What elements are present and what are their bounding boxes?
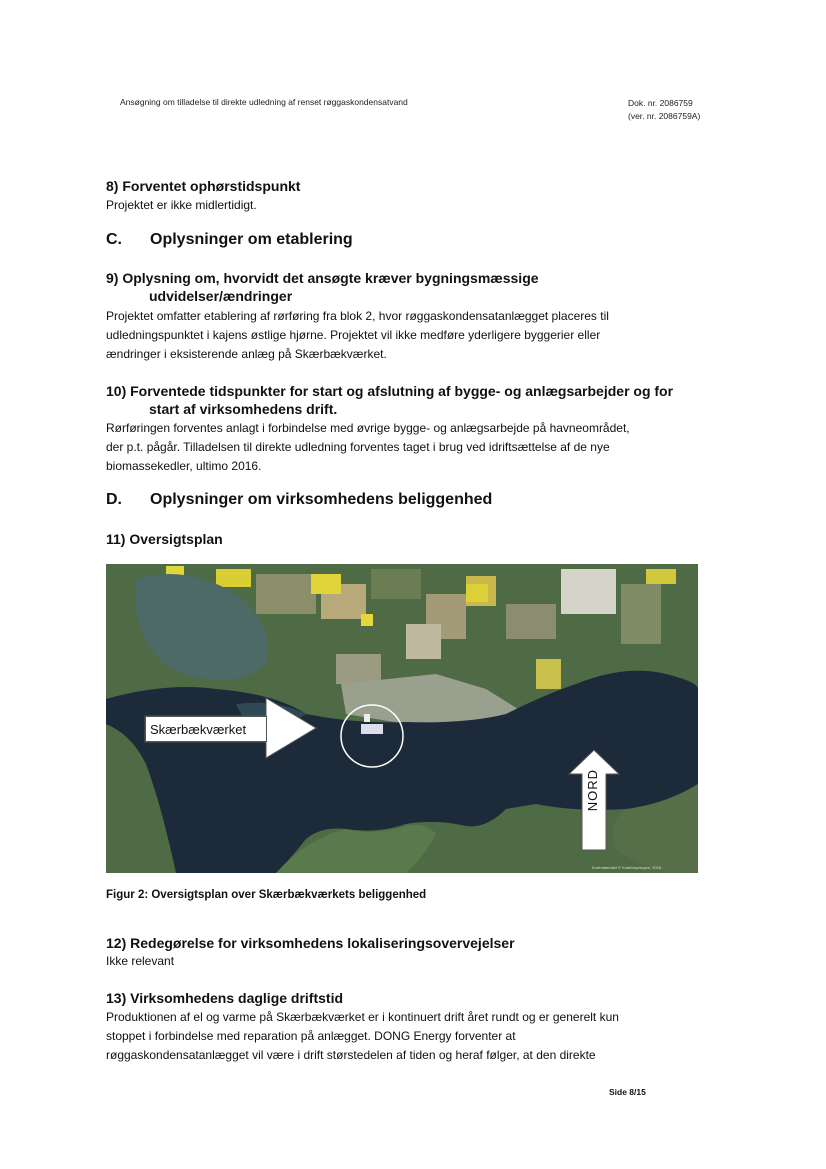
section-9-text: [106, 307, 706, 364]
section-9-heading-line2: udvidelser/ændringer: [149, 288, 293, 304]
page-number: Side 8/15: [609, 1087, 646, 1097]
section-10-heading-line2: start af virksomhedens drift.: [149, 401, 338, 417]
section-11-heading: 11) Oversigtsplan: [106, 531, 223, 547]
version-number: (ver. nr. 2086759A): [628, 111, 701, 121]
section-10-text: [106, 419, 706, 476]
section-d-title: Oplysninger om virksomhedens beliggenhed: [150, 491, 493, 508]
section-c-title: Oplysninger om etablering: [150, 231, 353, 248]
section-8-text: Projektet er ikke midlertidigt.: [106, 198, 257, 212]
figure-caption: Figur 2: Oversigtsplan over Skærbækværkets beliggenhed: [106, 889, 427, 901]
section-13-line: stoppet i forbindelse med reparation på anlægget. DONG Energy forventer at: [106, 1029, 516, 1043]
section-d-heading: [106, 491, 492, 509]
section-c-letter: C.: [106, 231, 122, 248]
section-13-heading: 13) Virksomhedens daglige driftstid: [106, 990, 344, 1006]
section-c-heading: [106, 231, 353, 249]
section-d-letter: D.: [106, 491, 122, 508]
section-9-line: udledningspunktet i kajens østlige hjørne. Projektet vil ikke medføre yderligere byggerier eller: [106, 328, 601, 342]
section-13-line: Produktionen af el og varme på Skærbækværket er i kontinuert drift året rundt og er generelt kun: [106, 1010, 619, 1024]
section-10-line: Rørføringen forventes anlagt i forbindelse med øvrige bygge- og anlægsarbejde på havneområdet,: [106, 421, 630, 435]
section-8-heading: 8) Forventet ophørstidspunkt: [106, 178, 301, 194]
section-13-text: [106, 1008, 706, 1065]
section-10-line: der p.t. pågår. Tilladelsen til direkte udledning forventes taget i brug ved idriftsættelse af de nye: [106, 440, 610, 454]
section-12-text: Ikke relevant: [106, 954, 175, 968]
north-arrow-label: NORD: [585, 769, 600, 812]
map-credit: Kortmaterialet © Kortforsyningen, 2016: [592, 865, 662, 870]
section-9-heading-line1: 9) Oplysning om, hvorvidt det ansøgte kræver bygningsmæssige: [106, 270, 539, 286]
map-plant-label: Skærbækværket: [145, 716, 267, 742]
doc-number: Dok. nr. 2086759: [628, 98, 693, 108]
section-9-line: Projektet omfatter etablering af rørføring fra blok 2, hvor røggaskondensatanlægget placeres til: [106, 309, 609, 323]
section-13-line: røggaskondensatanlægget vil være i drift størstedelen af tiden og heraf følger, at den direkte: [106, 1048, 596, 1062]
section-10-line: biomassekedler, ultimo 2016.: [106, 459, 262, 473]
section-9-line: ændringer i eksisterende anlæg på Skærbækværket.: [106, 347, 387, 361]
header-doc-numbers: [628, 97, 700, 123]
section-10-heading-line1: 10) Forventede tidspunkter for start og afslutning af bygge- og anlægsarbejder og for: [106, 383, 674, 399]
header-title: Ansøgning om tilladelse til direkte udledning af renset røggaskondensatvand: [120, 97, 408, 107]
section-12-heading: 12) Redegørelse for virksomhedens lokaliseringsovervejelser: [106, 935, 515, 951]
overview-map: [106, 564, 698, 873]
